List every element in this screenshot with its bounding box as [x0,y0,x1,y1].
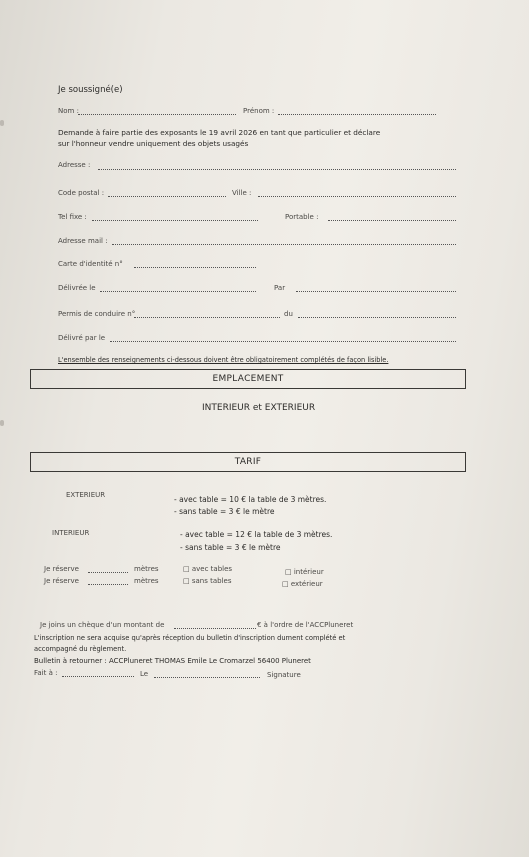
exterieur-label: EXTERIEUR [66,491,106,499]
ville-field[interactable] [258,196,456,197]
tarif-box [30,452,466,472]
declaration-line-2: sur l'honneur vendre uniquement des objets usagés [58,139,249,148]
bulletin-retour-text: Bulletin à retourner : ACCPluneret THOMAS Emile Le Cromarzel 56400 Pluneret [34,657,311,665]
exterieur-tarif-2: - sans table = 3 € le mètre [174,507,275,516]
par-field[interactable] [296,291,456,292]
reserve-unit-1: mètres [134,565,159,573]
delivre-par-field[interactable] [110,341,456,342]
prenom-field[interactable] [278,114,436,115]
emplacement-label: EMPLACEMENT [212,374,284,384]
label-code-postal: Code postal : [58,189,105,197]
label-delivree: Délivrée le [58,284,96,292]
permis-field[interactable] [134,317,280,318]
reserve-label-2: Je réserve [44,577,79,585]
checkbox-avec-tables[interactable] [183,564,232,574]
label-tel-fixe: Tel fixe : [58,213,87,221]
label-mail: Adresse mail : [58,237,108,245]
interieur-tarif-1: - avec table = 12 € la table de 3 mètres. [180,530,333,539]
paper-hole-mark [0,420,4,426]
checkbox-icon: □ [183,565,190,573]
label-delivre-par: Délivré par le [58,334,106,342]
inscription-line-2: accompagné du règlement. [34,645,127,653]
interieur-tarif-2: - sans table = 3 € le mètre [180,543,281,552]
permis-date-field[interactable] [298,317,456,318]
label-par: Par [274,284,286,292]
option-exterieur-label: extérieur [290,580,323,588]
label-permis: Permis de conduire n° [58,310,136,318]
checkbox-exterieur[interactable] [282,579,323,589]
option-sans-tables-label: sans tables [191,577,232,585]
fait-a-field[interactable] [62,676,134,677]
checkbox-interieur[interactable] [285,567,324,577]
checkbox-icon: □ [285,568,292,576]
tarif-label: TARIF [234,457,262,467]
reserve-label-1: Je réserve [44,565,79,573]
label-adresse: Adresse : [58,161,91,169]
label-du: du [284,310,293,318]
declaration-line-1: Demande à faire partie des exposants le 19 avril 2026 en tant que particulier et déclare [58,128,381,137]
checkbox-icon: □ [183,577,190,585]
checkbox-icon: □ [282,580,289,588]
notice-text: L'ensemble des renseignements ci-dessous doivent être obligatoirement complétés de façon lisible. [58,356,389,364]
reserve-meters-field-2[interactable] [88,584,128,585]
form-title: Je soussigné(e) [58,85,123,95]
emplacement-box [30,369,466,389]
carte-identite-field[interactable] [134,267,256,268]
reserve-unit-2: mètres [134,577,159,585]
nom-field[interactable] [78,114,236,115]
reserve-meters-field-1[interactable] [88,572,128,573]
adresse-field[interactable] [98,169,456,170]
checkbox-sans-tables[interactable] [183,576,231,586]
label-carte-identite: Carte d'identité n° [58,260,123,268]
label-portable: Portable : [285,213,319,221]
label-prenom: Prénom : [243,107,275,115]
tel-fixe-field[interactable] [92,220,258,221]
montant-field[interactable] [174,628,256,629]
label-le: Le [140,670,149,678]
cheque-text-b: € à l'ordre de l'ACCPluneret [257,621,354,629]
option-interieur-label: intérieur [293,568,324,576]
cheque-text-a: Je joins un chèque d'un montant de [40,621,165,629]
emplacement-subtitle: INTERIEUR et EXTERIEUR [202,403,316,413]
paper-hole-mark [0,120,4,126]
option-avec-tables-label: avec tables [191,565,233,573]
date-field[interactable] [154,677,260,678]
code-postal-field[interactable] [108,196,226,197]
mail-field[interactable] [112,244,456,245]
label-nom: Nom : [58,107,79,115]
delivree-field[interactable] [100,291,256,292]
interieur-label: INTERIEUR [52,529,90,537]
inscription-line-1: L'inscription ne sera acquise qu'après réception du bulletin d'inscription dument complété et [34,634,346,642]
signature-label: Signature [267,671,301,679]
exterieur-tarif-1: - avec table = 10 € la table de 3 mètres. [174,495,327,504]
label-fait-a: Fait à : [34,669,58,677]
label-ville: Ville : [232,189,252,197]
portable-field[interactable] [328,220,456,221]
